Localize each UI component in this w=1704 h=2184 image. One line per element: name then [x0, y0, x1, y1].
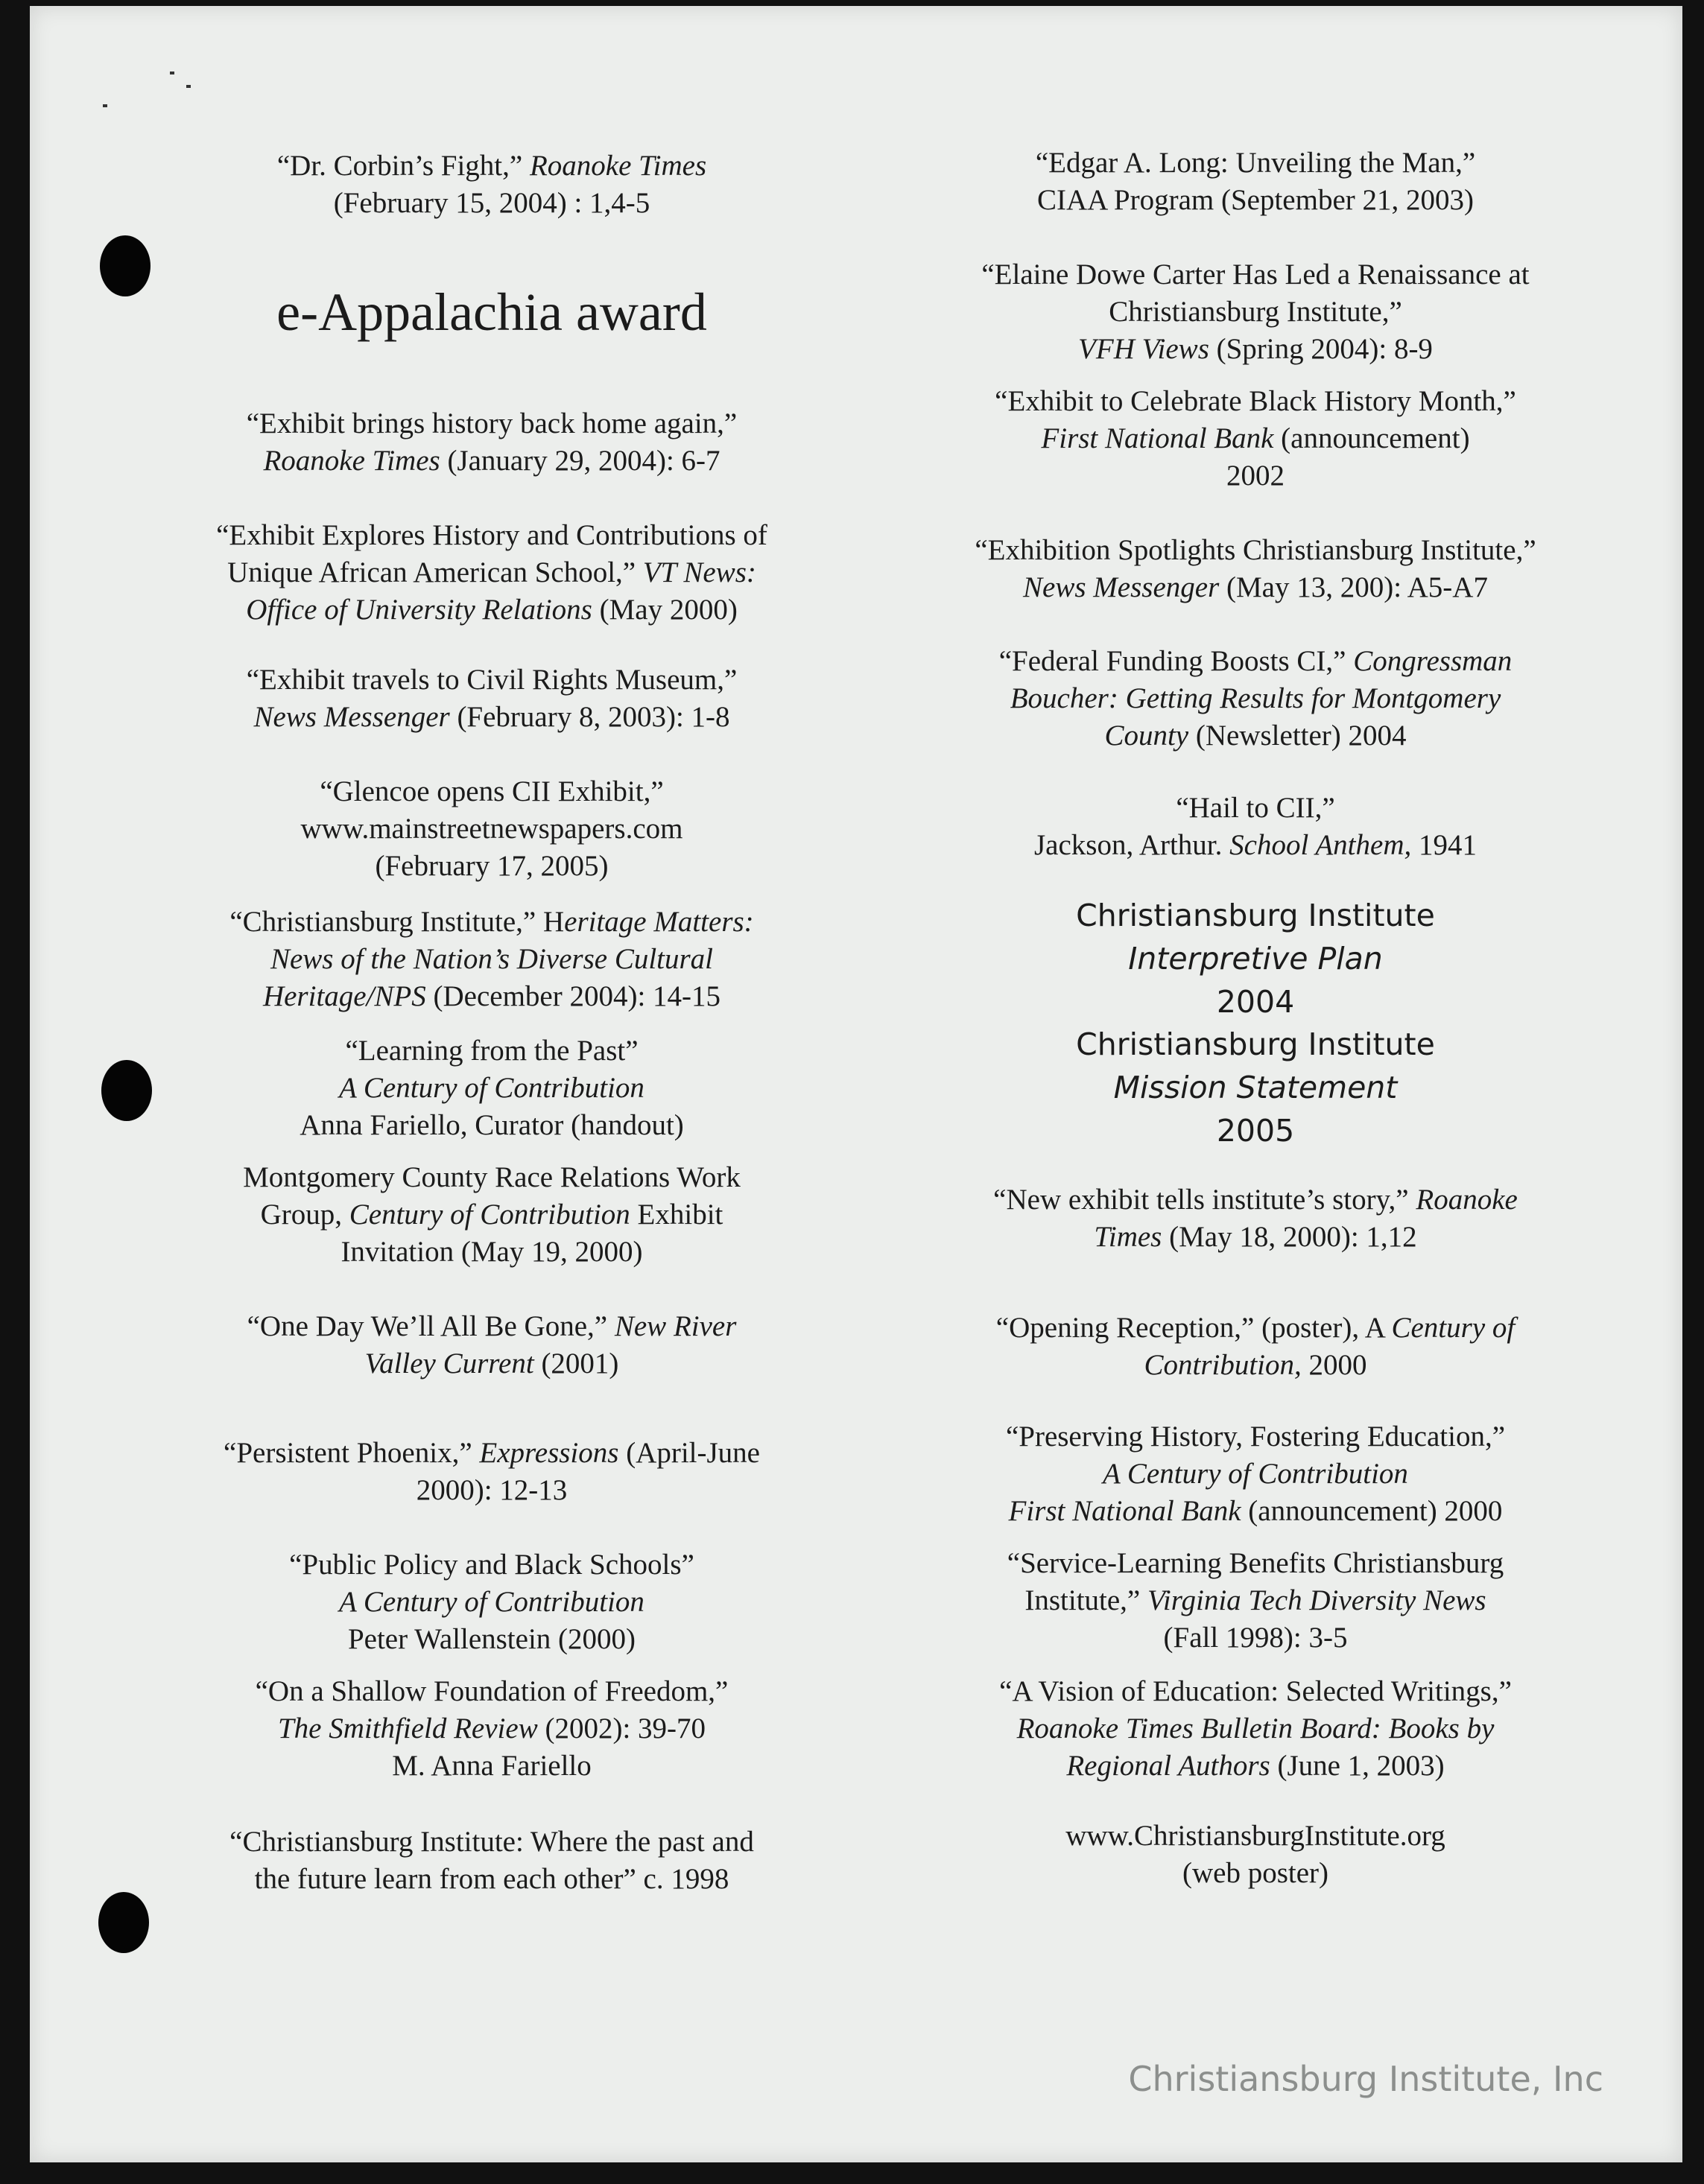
citation-text: Exhibit [630, 1199, 723, 1231]
watermark: Christiansburg Institute, Inc [1128, 2059, 1603, 2099]
citation-text: (announcement) [1273, 422, 1470, 454]
citation-text: (2002): 39-70 [537, 1712, 706, 1745]
citation-text: Christiansburg Institute [1076, 898, 1435, 933]
citation-line [950, 1066, 1561, 1109]
citation-italic-text: Roanoke Times [529, 150, 707, 182]
citation-italic-text: Mission Statement [1113, 1070, 1398, 1105]
citation-line [186, 442, 797, 480]
citation-line [950, 1855, 1561, 1892]
citation-entry [950, 145, 1561, 219]
citation-text: “Edgar A. Long: Unveiling the Man,” [1035, 147, 1476, 179]
citation-text: (Spring 2004): 8-9 [1209, 333, 1433, 365]
citation-text: (February 17, 2005) [375, 850, 609, 882]
citation-line [950, 680, 1561, 717]
citation-entry [950, 1181, 1561, 1256]
citation-line [950, 1710, 1561, 1747]
citation-italic-text: The Smithfield Review [277, 1712, 538, 1745]
citation-text: “New exhibit tells institute’s story,” [993, 1184, 1416, 1216]
citation-text: (May 18, 2000): 1,12 [1162, 1221, 1417, 1253]
citation-line [950, 1545, 1561, 1582]
citation-line [950, 420, 1561, 457]
citation-italic-text: Boucher: Getting Results for Montgomery [1010, 682, 1501, 714]
citation-line [950, 1493, 1561, 1530]
citation-text: CIAA Program (September 21, 2003) [1037, 184, 1474, 216]
citation-line [186, 1032, 797, 1070]
citation-text: 2000): 12-13 [416, 1474, 568, 1506]
citation-text: Christiansburg Institute [1076, 1026, 1435, 1062]
citation-text: “On a Shallow Foundation of Freedom,” [255, 1675, 729, 1707]
citation-text: “Preserving History, Fostering Education,” [1005, 1420, 1506, 1453]
citation-line [186, 773, 797, 810]
citation-line [186, 661, 797, 699]
citation-text: “Christiansburg Institute: Where the past and [229, 1826, 754, 1858]
citation-entry [186, 1308, 797, 1383]
citation-line [186, 848, 797, 885]
citation-entry [186, 661, 797, 736]
citation-italic-text: Interpretive Plan [1128, 941, 1383, 977]
citation-italic-text: Valley Current [364, 1347, 534, 1380]
citation-entry [186, 517, 797, 629]
citation-line [186, 405, 797, 442]
citation-entry [186, 1435, 797, 1509]
citation-line [950, 182, 1561, 219]
citation-text: (December 2004): 14-15 [425, 980, 721, 1012]
citation-line [186, 554, 797, 591]
citation-entry [950, 383, 1561, 495]
punch-hole [98, 1892, 149, 1953]
citation-italic-text: Times [1094, 1221, 1162, 1253]
citation-line [950, 256, 1561, 293]
citation-italic-text: Heritage/NPS [262, 980, 426, 1012]
citation-italic-text: County [1104, 720, 1189, 752]
punch-hole [101, 1060, 152, 1121]
citation-italic-text: Virginia Tech Diversity News [1147, 1584, 1486, 1616]
citation-italic-text: Office of University Relations [246, 594, 592, 626]
citation-text: “Persistent Phoenix,” [224, 1437, 480, 1469]
citation-text: M. Anna Fariello [392, 1750, 592, 1782]
citation-text: Jackson, Arthur. [1034, 829, 1230, 861]
citation-line [950, 980, 1561, 1023]
citation-text: “One Day We’ll All Be Gone,” [247, 1310, 615, 1342]
citation-text: “Exhibit brings history back home again,” [246, 407, 738, 439]
citation-italic-text: Roanoke Times [263, 445, 440, 477]
citation-entry [186, 147, 797, 222]
citation-entry [186, 773, 797, 885]
citation-text: “Christiansburg Institute,” H [229, 906, 565, 938]
citation-line [186, 185, 797, 222]
citation-line [186, 1159, 797, 1196]
citation-italic-text: Contribution, [1144, 1349, 1302, 1381]
citation-italic-text: First National Bank [1008, 1495, 1241, 1527]
citation-italic-text: Regional Authors [1066, 1750, 1270, 1782]
citation-italic-text: Expressions [479, 1437, 619, 1469]
citation-line [186, 1747, 797, 1785]
citation-line [186, 941, 797, 978]
citation-text: (Newsletter) 2004 [1188, 720, 1407, 752]
citation-text: “Hail to CII,” [1176, 792, 1335, 824]
citation-line [186, 591, 797, 629]
citation-line [950, 1310, 1561, 1347]
citation-line [950, 643, 1561, 680]
citation-text: Unique African American School,” [227, 556, 643, 588]
citation-line [950, 1418, 1561, 1456]
citation-line [186, 1196, 797, 1234]
punch-hole [100, 235, 151, 296]
citation-entry [186, 904, 797, 1015]
citation-line [950, 717, 1561, 755]
citation-line [950, 293, 1561, 331]
citation-line [950, 827, 1561, 864]
citation-text: “Glencoe opens CII Exhibit,” [320, 775, 664, 807]
citation-line [950, 894, 1561, 937]
citation-text: www.ChristiansburgInstitute.org [1065, 1820, 1445, 1852]
citation-line [950, 1673, 1561, 1710]
citation-italic-text: First National Bank [1041, 422, 1274, 454]
citation-text: 1941 [1411, 829, 1477, 861]
citation-line [186, 1107, 797, 1144]
citation-italic-text: VT News: [642, 556, 756, 588]
citation-text: “Opening Reception,” (poster), A [995, 1312, 1392, 1344]
citation-text: 2005 [1216, 1113, 1295, 1149]
paper-speck [170, 72, 174, 74]
citation-text: (announcement) 2000 [1241, 1495, 1503, 1527]
citation-italic-text: Roanoke Times Bulletin Board: Books by [1016, 1712, 1495, 1745]
citation-text: “Public Policy and Black Schools” [289, 1549, 694, 1581]
citation-italic-text: Century of Contribution [349, 1199, 630, 1231]
citation-line [186, 1435, 797, 1472]
citation-line [950, 1023, 1561, 1066]
citation-line [186, 1472, 797, 1509]
citation-text: Group, [260, 1199, 349, 1231]
citation-line [950, 1747, 1561, 1785]
citation-italic-text: Congressman [1353, 645, 1513, 677]
citation-line [186, 699, 797, 736]
citation-text: Christiansburg Institute,” [1109, 296, 1402, 328]
citation-italic-text: A Century of Contribution [339, 1586, 644, 1618]
citation-text: “Exhibition Spotlights Christiansburg Institute,” [975, 534, 1536, 566]
citation-entry [950, 1418, 1561, 1530]
citation-entry [186, 405, 797, 480]
citation-entry [950, 894, 1561, 1023]
citation-entry [950, 532, 1561, 606]
citation-text: (April-June [618, 1437, 760, 1469]
citation-line [186, 810, 797, 848]
citation-entry [186, 1159, 797, 1271]
citation-entry [950, 1023, 1561, 1152]
citation-text: (Fall 1998): 3-5 [1163, 1622, 1348, 1654]
citation-entry [186, 1673, 797, 1785]
citation-line [186, 147, 797, 185]
citation-italic-text: News Messenger [253, 701, 450, 733]
citation-text: “A Vision of Education: Selected Writings,” [999, 1675, 1512, 1707]
citation-italic-text: News of the Nation’s Diverse Cultural [270, 943, 714, 975]
citation-line [950, 1456, 1561, 1493]
citation-line [186, 1308, 797, 1345]
citation-line [950, 1582, 1561, 1619]
citation-line [186, 904, 797, 941]
citation-text: (February 8, 2003): 1-8 [449, 701, 730, 733]
citation-entry [950, 643, 1561, 755]
citation-text: “Elaine Dowe Carter Has Led a Renaissance at [981, 258, 1530, 291]
citation-italic-text: VFH Views [1078, 333, 1209, 365]
citation-line [186, 1345, 797, 1383]
citation-text: “Federal Funding Boosts CI,” [998, 645, 1354, 677]
citation-entry [950, 790, 1561, 864]
citation-line [186, 1546, 797, 1584]
citation-entry [950, 256, 1561, 368]
citation-text: “Learning from the Past” [345, 1035, 639, 1067]
citation-text: “Exhibit to Celebrate Black History Month,” [995, 385, 1516, 417]
citation-italic-text: News Messenger [1023, 571, 1220, 603]
citation-line [186, 1823, 797, 1861]
citation-line [950, 1181, 1561, 1219]
citation-text: 2004 [1216, 984, 1295, 1020]
citation-entry [186, 1032, 797, 1144]
citation-text: (May 13, 200): A5-A7 [1219, 571, 1488, 603]
citation-line [950, 145, 1561, 182]
citation-line [186, 517, 797, 554]
citation-line [186, 978, 797, 1015]
citation-line [950, 1219, 1561, 1256]
citation-line [950, 1619, 1561, 1657]
citation-text: (January 29, 2004): 6-7 [440, 445, 720, 477]
citation-italic-text: A Century of Contribution [1103, 1458, 1408, 1490]
citation-entry [950, 1310, 1561, 1384]
document-page [30, 6, 1682, 2162]
citation-line [950, 532, 1561, 569]
citation-text: “Dr. Corbin’s Fight,” [276, 150, 530, 182]
citation-line [186, 1710, 797, 1747]
citation-text: “Service-Learning Benefits Christiansburg [1007, 1547, 1504, 1579]
citation-line [186, 1584, 797, 1621]
citation-entry [186, 1823, 797, 1898]
citation-italic-text: Century of [1391, 1312, 1515, 1344]
citation-italic-text: A Century of Contribution [339, 1072, 644, 1104]
citation-line [950, 383, 1561, 420]
citation-text: Invitation (May 19, 2000) [341, 1236, 643, 1268]
citation-italic-text: Roanoke [1416, 1184, 1518, 1216]
citation-entry [950, 1818, 1561, 1892]
citation-line [186, 1673, 797, 1710]
citation-italic-text: New River [614, 1310, 737, 1342]
citation-line [950, 937, 1561, 980]
citation-line [950, 790, 1561, 827]
citation-entry [186, 1546, 797, 1658]
citation-entry [950, 1673, 1561, 1785]
award-heading: e-Appalachia award [276, 282, 707, 342]
citation-line [950, 1818, 1561, 1855]
citation-text: “Exhibit Explores History and Contributions of [216, 519, 767, 551]
citation-text: 2002 [1226, 460, 1285, 492]
citation-text: Montgomery County Race Relations Work [243, 1161, 741, 1193]
citation-text: (2001) [533, 1347, 619, 1380]
citation-text: “Exhibit travels to Civil Rights Museum,” [246, 664, 738, 696]
citation-italic-text: eritage Matters: [564, 906, 754, 938]
citation-line [950, 569, 1561, 606]
citation-text: Institute,” [1024, 1584, 1147, 1616]
citation-line [186, 1070, 797, 1107]
citation-text: Anna Fariello, Curator (handout) [300, 1109, 684, 1141]
citation-text: the future learn from each other” c. 1998 [254, 1863, 729, 1895]
citation-text: (February 15, 2004) : 1,4-5 [333, 187, 650, 219]
paper-speck [103, 104, 107, 107]
citation-text: (June 1, 2003) [1270, 1750, 1445, 1782]
citation-line [950, 331, 1561, 368]
citation-line [186, 1621, 797, 1658]
citation-text: www.mainstreetnewspapers.com [300, 813, 683, 845]
citation-text: (May 2000) [592, 594, 738, 626]
citation-text: 2000 [1301, 1349, 1367, 1381]
citation-line [950, 457, 1561, 495]
citation-text: (web poster) [1182, 1857, 1328, 1889]
citation-line [950, 1109, 1561, 1152]
citation-line [186, 1861, 797, 1898]
citation-line [186, 1234, 797, 1271]
citation-line [950, 1347, 1561, 1384]
citation-entry [950, 1545, 1561, 1657]
citation-italic-text: School Anthem, [1229, 829, 1412, 861]
paper-speck [186, 85, 191, 88]
citation-text: Peter Wallenstein (2000) [347, 1623, 636, 1655]
